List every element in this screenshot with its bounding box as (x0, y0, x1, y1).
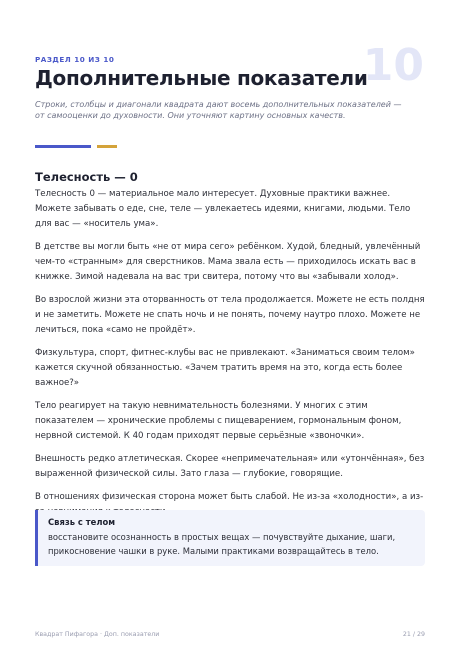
paragraph: Физкультура, спорт, фитнес-клубы вас не привлекают. «Заниматься своим телом» кажется скучной обязанностью. «Зачем тратить время на это, когда есть более важное?» (35, 348, 415, 388)
paragraph: Тело реагирует на такую невнимательность болезнями. У многих с этим показателем — хронические проблемы с пищеварением, гормональным фоном, нервной системой. К 40 годам приходят первые серьёзные «звоночки». (35, 401, 402, 441)
paragraph: В детстве вы могли быть «не от мира сего» ребёнком. Худой, бледный, увлечённый чем-то «странным» для сверстников. Мама звала есть — приходилось искать вас в книжке. Зимой надевала на вас три свитера, потому что вы «забывали холод». (35, 242, 421, 282)
paragraph: Внешность редко атлетическая. Скорее «непримечательная» или «утончённая», без выраженной физической силы. Зато глаза — глубокие, говорящие. (35, 454, 425, 479)
accent-rule-blue (35, 145, 91, 148)
section-label: РАЗДЕЛ 10 ИЗ 10 (35, 55, 115, 64)
section-number: 10 (362, 40, 424, 91)
paragraph: В отношениях физическая сторона может быть слабой. Не из-за «холодности», а из- (35, 492, 424, 502)
body-text (35, 187, 427, 528)
paragraph: Телесность 0 — материальное мало интересует. Духовные практики важнее. Можете забывать о еде, сне, теле — увлекаетесь идеями, книгами, людьми. Тело для вас — «носитель ума». (35, 189, 411, 229)
callout-box (35, 510, 425, 566)
callout-title: Связь с телом (48, 517, 116, 527)
footer-title: Квадрат Пифагора · Доп. показатели (35, 631, 160, 638)
page-title: Дополнительные показатели (35, 66, 368, 90)
page-subtitle: Строки, столбцы и диагонали квадрата дают восемь дополнительных показателей — от самооценки до духовности. Они уточняют картину основных качеств. (35, 100, 402, 120)
paragraph: Во взрослой жизни эта оторванность от тела продолжается. Можете не есть полдня и не заметить. Можете не спать ночь и не понять, почему наутро плохо. Можете не лечиться, пока «само не пройдёт». (35, 295, 425, 335)
accent-rule-gold (97, 145, 117, 148)
callout-text: восстановите осознанность в простых вещах — почувствуйте дыхание, шаги, прикосновение чашки в руке. Малыми практиками возвращайтесь в тело. (48, 532, 396, 556)
section-heading: Телесность — 0 (35, 170, 138, 184)
page-number: 21 / 29 (402, 631, 425, 638)
